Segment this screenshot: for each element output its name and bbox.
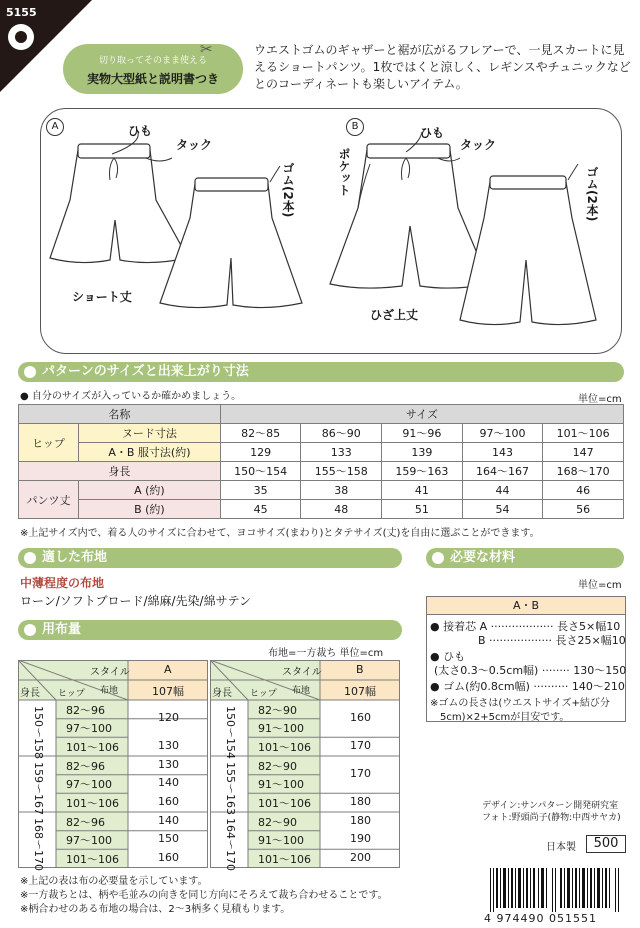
table-row xyxy=(19,481,624,500)
credit-design: デザイン:サンパターン開発研究室 xyxy=(482,801,619,811)
b-height-label: 身長 xyxy=(212,688,232,699)
fabric-sub: 中薄程度の布地 xyxy=(20,576,105,590)
a-val-8: 160 xyxy=(158,851,179,864)
a-val-5: 160 xyxy=(158,795,179,808)
a-height-3: 168〜170 xyxy=(32,818,45,871)
b-height-2: 155〜163 xyxy=(224,762,237,815)
size-section-title: パターンのサイズと出来上がり寸法 xyxy=(42,364,249,379)
size-footnote: ※上記サイズ内で、着る人のサイズに合わせて、ヨコサイズ(まわり)とタテサイズ(丈)を自由に選ぶことができます。 xyxy=(20,528,540,539)
table-cell: 41 xyxy=(382,481,463,500)
size-check-note: ● 自分のサイズが入っているか確かめましょう。 xyxy=(20,391,242,402)
mat-note1: ※ゴムの長さは(ウエストサイズ+結び分 xyxy=(430,698,610,709)
table-cell: 56 xyxy=(543,500,624,519)
b-val-3: 170 xyxy=(350,767,371,780)
table-cell: 82〜85 xyxy=(220,424,301,443)
b-val-5: 180 xyxy=(350,814,371,827)
a-style-label: スタイル xyxy=(90,667,130,678)
b-val-6: 190 xyxy=(350,832,371,845)
b-hip-3: 101〜106 xyxy=(258,741,311,754)
fuku-label: A・B 服寸法(約) xyxy=(79,443,221,462)
b-style-value: B xyxy=(356,663,364,676)
table-cell: 38 xyxy=(301,481,382,500)
a-val-6: 140 xyxy=(158,814,179,827)
a-val-7: 150 xyxy=(158,832,179,845)
a-height-label: 身長 xyxy=(20,688,40,699)
height-label: 身長 xyxy=(19,462,221,481)
a-val-1: 120 xyxy=(158,711,179,724)
fabric-title: 適した布地 xyxy=(42,550,108,565)
pattern-badge xyxy=(63,44,243,94)
a-height-2: 159〜167 xyxy=(32,762,45,815)
table-cell: 143 xyxy=(462,443,543,462)
materials-title: 必要な材料 xyxy=(450,550,516,565)
a-style-value: A xyxy=(164,663,172,676)
b-fabric-label: 布地 xyxy=(292,686,311,696)
header-size: サイズ xyxy=(220,405,623,424)
mat-note2: 5cm)×2+5cmが目安です。 xyxy=(440,712,570,723)
table-cell: 51 xyxy=(382,500,463,519)
label-hiza: ひざ上丈 xyxy=(370,308,419,322)
table-cell: 35 xyxy=(220,481,301,500)
a-val-2: 130 xyxy=(158,739,179,752)
size-table xyxy=(18,404,624,519)
label-gomu-a: ゴム(2本) xyxy=(281,162,295,218)
table-cell: 147 xyxy=(543,443,624,462)
label-himo-b: ひも xyxy=(420,126,445,140)
made-in: 日本製 xyxy=(546,842,576,853)
scissors-icon: ✂ xyxy=(200,40,213,58)
label-pocket: ポケット xyxy=(337,148,351,196)
brand-logo-icon xyxy=(8,24,34,50)
yardage-title: 用布量 xyxy=(42,622,82,637)
table-cell: 168〜170 xyxy=(543,462,624,481)
fabric-section-header xyxy=(18,548,402,568)
table-cell: 101〜106 xyxy=(543,424,624,443)
pants-label: パンツ丈 xyxy=(19,481,79,519)
mat-line2: B ·················· 長さ25×幅10 xyxy=(478,634,626,647)
b-style-label: スタイル xyxy=(282,667,322,678)
label-tack-b: タック xyxy=(460,138,497,152)
b-hip-9: 101〜106 xyxy=(258,853,311,866)
price-box: 500 xyxy=(586,835,626,853)
b-height-3: 164〜170 xyxy=(224,818,237,871)
style-a-mark: A xyxy=(46,118,64,136)
b-hip-5: 91〜100 xyxy=(258,778,304,791)
product-code: 5155 xyxy=(6,6,37,19)
yardage-condition: 布地=一方裁ち 単位=cm xyxy=(268,648,384,659)
table-cell: 150〜154 xyxy=(220,462,301,481)
table-cell: 48 xyxy=(301,500,382,519)
barcode xyxy=(488,868,624,912)
table-cell: 155〜158 xyxy=(301,462,382,481)
label-short: ショート丈 xyxy=(72,290,132,304)
b-width: 107幅 xyxy=(344,685,376,698)
label-tack-a: タック xyxy=(176,138,213,152)
a-width: 107幅 xyxy=(152,685,184,698)
mat-line5: ● ゴム(約0.8cm幅) ·········· 140〜210 xyxy=(430,680,625,693)
size-section-header xyxy=(18,362,624,382)
b-hip-6: 101〜106 xyxy=(258,797,311,810)
header-name: 名称 xyxy=(19,405,221,424)
a-hip-4: 82〜96 xyxy=(66,760,105,773)
yardage-note-2: ※一方裁ちとは、柄や毛並みの向きを同じ方向にそろえて裁ち合わせることです。 xyxy=(20,890,388,901)
b-hip-1: 82〜90 xyxy=(258,704,297,717)
table-row xyxy=(19,462,624,481)
table-cell: 86〜90 xyxy=(301,424,382,443)
barcode-number: 4 974490 051551 xyxy=(484,912,597,925)
mat-line3: ● ひも xyxy=(430,650,466,663)
table-cell: 97〜100 xyxy=(462,424,543,443)
table-row xyxy=(19,443,624,462)
a-hip-2: 97〜100 xyxy=(66,722,112,735)
fabric-list: ローン/ソフトブロード/綿麻/先染/綿サテン xyxy=(20,594,251,608)
materials-unit: 単位=cm xyxy=(578,580,622,591)
table-cell: 91〜96 xyxy=(382,424,463,443)
a-val-4: 140 xyxy=(158,776,179,789)
b-val-7: 200 xyxy=(350,851,371,864)
product-description: ウエストゴムのギャザーと裾が広がるフレアーで、一見スカートに見えるショートパンツ。1枚ではくと涼しく、レギンスやチュニックなどとのコーディネートも楽しいアイテム。 xyxy=(254,43,631,91)
table-cell: 133 xyxy=(301,443,382,462)
table-cell: 139 xyxy=(382,443,463,462)
b-val-1: 160 xyxy=(350,711,371,724)
a-hip-3: 101〜106 xyxy=(66,741,119,754)
a-hip-label: ヒップ xyxy=(58,689,85,699)
a-hip-7: 82〜96 xyxy=(66,816,105,829)
b-hip-label: ヒップ xyxy=(250,689,277,699)
b-hip-4: 82〜90 xyxy=(258,760,297,773)
pants-b-label: B (約) xyxy=(79,500,221,519)
table-cell: 44 xyxy=(462,481,543,500)
b-height-1: 150〜154 xyxy=(224,706,237,759)
table-cell: 54 xyxy=(462,500,543,519)
b-val-4: 180 xyxy=(350,795,371,808)
mat-line4: (太さ0.3〜0.5cm幅) ········ 130〜150 xyxy=(434,664,627,677)
a-hip-6: 101〜106 xyxy=(66,797,119,810)
table-row xyxy=(19,500,624,519)
a-hip-8: 97〜100 xyxy=(66,834,112,847)
a-fabric-label: 布地 xyxy=(100,686,119,696)
mat-line1: ● 接着芯 A ·················· 長さ5×幅10 xyxy=(430,620,621,633)
table-cell: 164〜167 xyxy=(462,462,543,481)
table-row xyxy=(19,424,624,443)
b-val-2: 170 xyxy=(350,739,371,752)
materials-head: A・B xyxy=(427,597,625,615)
table-cell: 129 xyxy=(220,443,301,462)
table-cell: 45 xyxy=(220,500,301,519)
b-hip-7: 82〜90 xyxy=(258,816,297,829)
b-hip-2: 91〜100 xyxy=(258,722,304,735)
yardage-note-3: ※柄合わせのある布地の場合は、2〜3柄多く見積もります。 xyxy=(20,904,291,915)
badge-line2: 実物大型紙と説明書つき xyxy=(86,72,219,86)
label-gomu-b: ゴム(2本) xyxy=(585,166,599,222)
credit-photo: フォト:野頭尚子(静物:中西サヤカ) xyxy=(482,813,621,823)
a-val-3: 130 xyxy=(158,758,179,771)
table-row xyxy=(19,405,624,424)
garment-illustrations xyxy=(40,108,622,354)
b-hip-8: 91〜100 xyxy=(258,834,304,847)
badge-line1: 切り取ってそのまま使える xyxy=(98,56,207,66)
table-cell: 159〜163 xyxy=(382,462,463,481)
a-hip-9: 101〜106 xyxy=(66,853,119,866)
yardage-note-1: ※上記の表は布の必要量を示しています。 xyxy=(20,876,208,887)
pants-a-label: A (約) xyxy=(79,481,221,500)
a-hip-5: 97〜100 xyxy=(66,778,112,791)
size-unit: 単位=cm xyxy=(578,394,622,405)
materials-section-header xyxy=(426,548,624,568)
a-hip-1: 82〜96 xyxy=(66,704,105,717)
hip-label: ヒップ xyxy=(19,424,79,462)
yardage-section-header xyxy=(18,620,402,640)
table-cell: 46 xyxy=(543,481,624,500)
style-b-mark: B xyxy=(346,118,364,136)
a-height-1: 150〜158 xyxy=(32,706,45,759)
nude-label: ヌード寸法 xyxy=(79,424,221,443)
label-himo-a: ひも xyxy=(128,124,153,138)
